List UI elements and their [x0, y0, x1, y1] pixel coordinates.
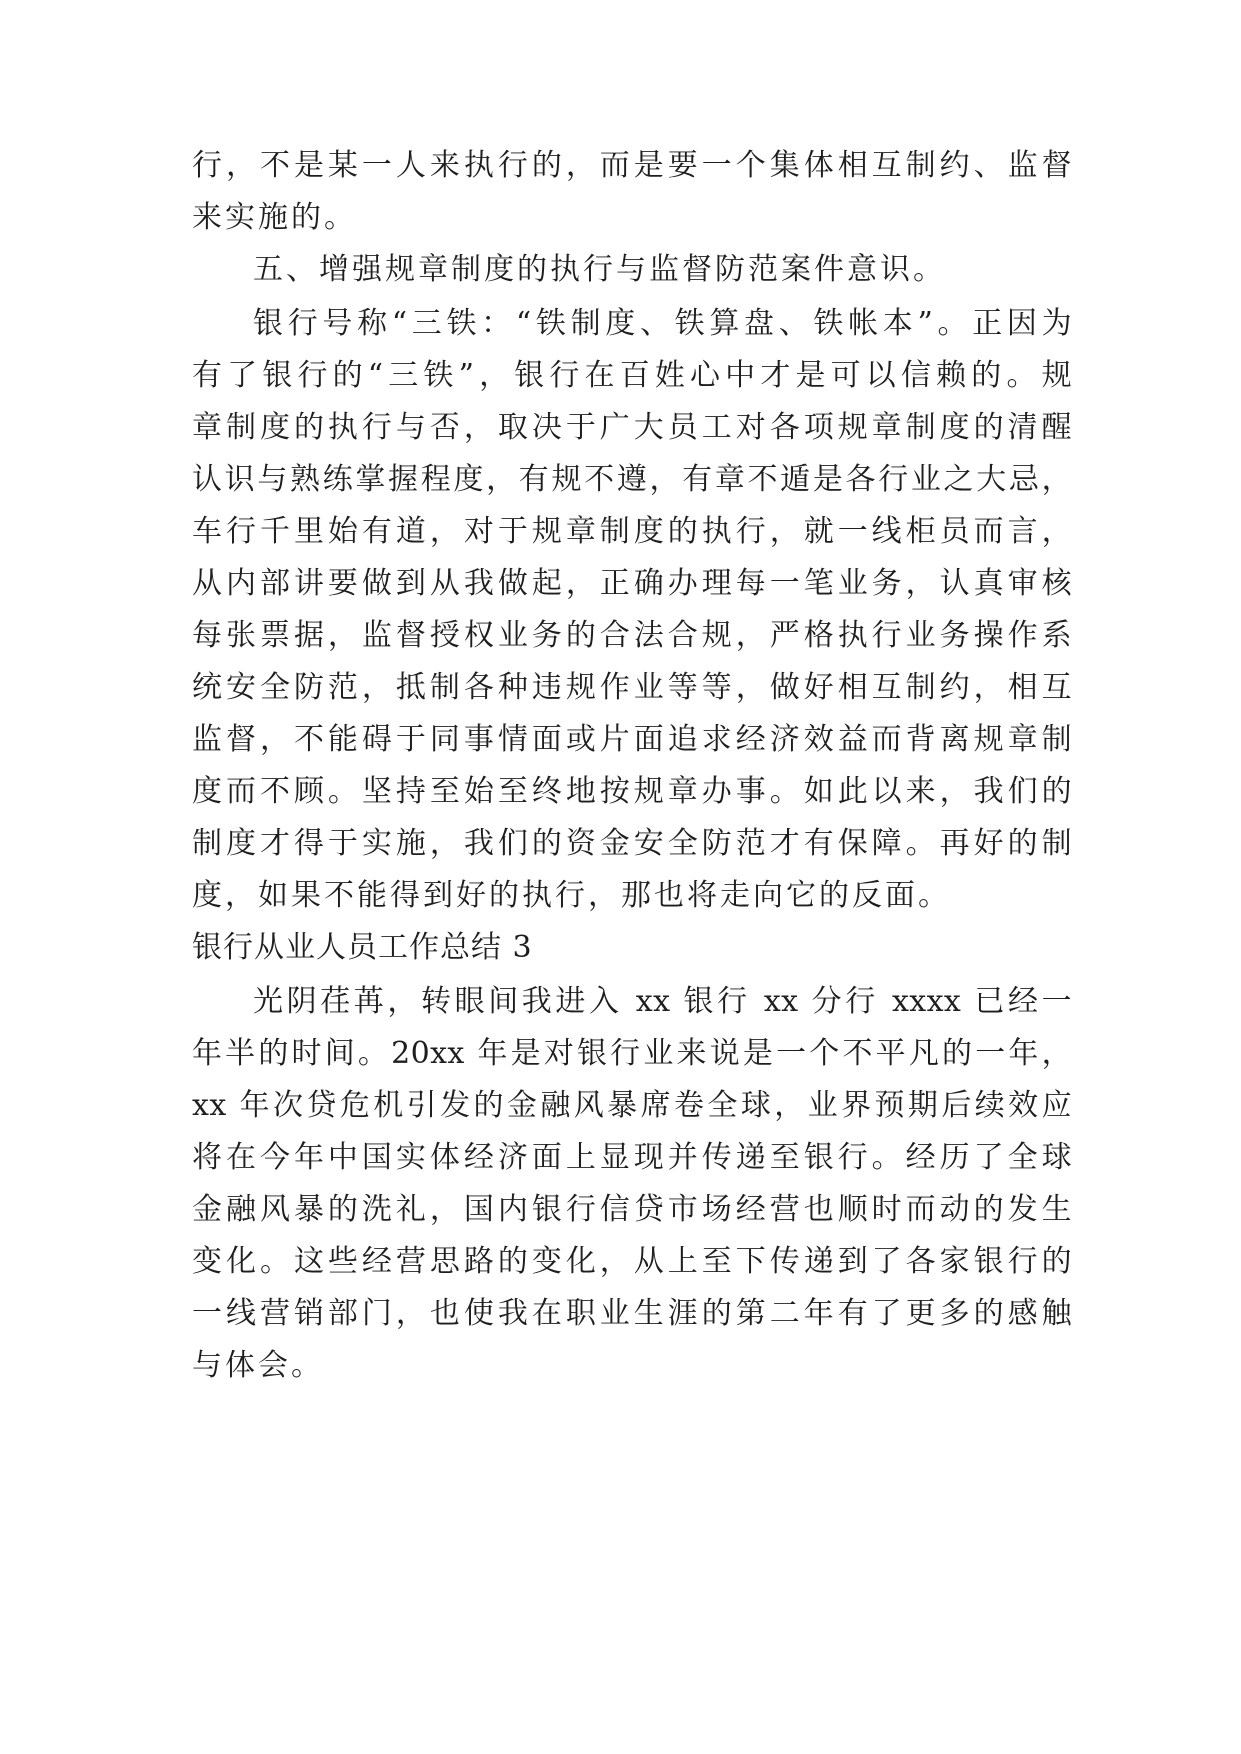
text-line: 度，如果不能得到好的执行，那也将走向它的反面。	[192, 878, 951, 913]
text-line: 监督，不能碍于同事情面或片面追求经济效益而背离规章制	[192, 722, 1072, 757]
text-line: 光阴荏苒，转眼间我进入 xx 银行 xx 分行 xxxx 已经一	[253, 984, 1072, 1019]
text-line: 变化。这些经营思路的变化，从上至下传递到了各家银行的	[192, 1244, 1072, 1279]
document-subtitle: 银行从业人员工作总结 3	[192, 930, 533, 965]
text-line: 认识与熟练掌握程度，有规不遵，有章不遁是各行业之大忌，	[192, 462, 1072, 497]
text-line: 银行号称“三铁：“铁制度、铁算盘、铁帐本”。正因为	[253, 306, 1072, 341]
text-line: 车行千里始有道，对于规章制度的执行，就一线柜员而言，	[192, 514, 1072, 549]
text-line: 有了银行的“三铁”，银行在百姓心中才是可以信赖的。规	[192, 358, 1072, 393]
text-line: 金融风暴的洗礼，国内银行信贷市场经营也顺时而动的发生	[192, 1192, 1072, 1227]
text-line: 度而不顾。坚持至始至终地按规章办事。如此以来，我们的	[192, 774, 1072, 809]
text-line: 一线营销部门，也使我在职业生涯的第二年有了更多的感触	[192, 1296, 1072, 1331]
text-line: 从内部讲要做到从我做起，正确办理每一笔业务，认真审核	[192, 566, 1072, 601]
text-line: 制度才得于实施，我们的资金安全防范才有保障。再好的制	[192, 826, 1072, 861]
text-line: 来实施的。	[192, 200, 357, 235]
text-line: 行，不是某一人来执行的，而是要一个集体相互制约、监督	[192, 148, 1072, 183]
text-line: xx 年次贷危机引发的金融风暴席卷全球，业界预期后续效应	[192, 1088, 1072, 1123]
text-line: 与体会。	[192, 1348, 324, 1383]
text-line: 章制度的执行与否，取决于广大员工对各项规章制度的清醒	[192, 410, 1072, 445]
text-line: 每张票据，监督授权业务的合法合规，严格执行业务操作系	[192, 618, 1072, 653]
text-line: 将在今年中国实体经济面上显现并传递至银行。经历了全球	[192, 1140, 1072, 1175]
text-line: 年半的时间。20xx 年是对银行业来说是一个不平凡的一年，	[192, 1036, 1072, 1071]
section-heading-line: 五、增强规章制度的执行与监督防范案件意识。	[253, 252, 946, 287]
text-line: 统安全防范，抵制各种违规作业等等，做好相互制约，相互	[192, 670, 1072, 705]
